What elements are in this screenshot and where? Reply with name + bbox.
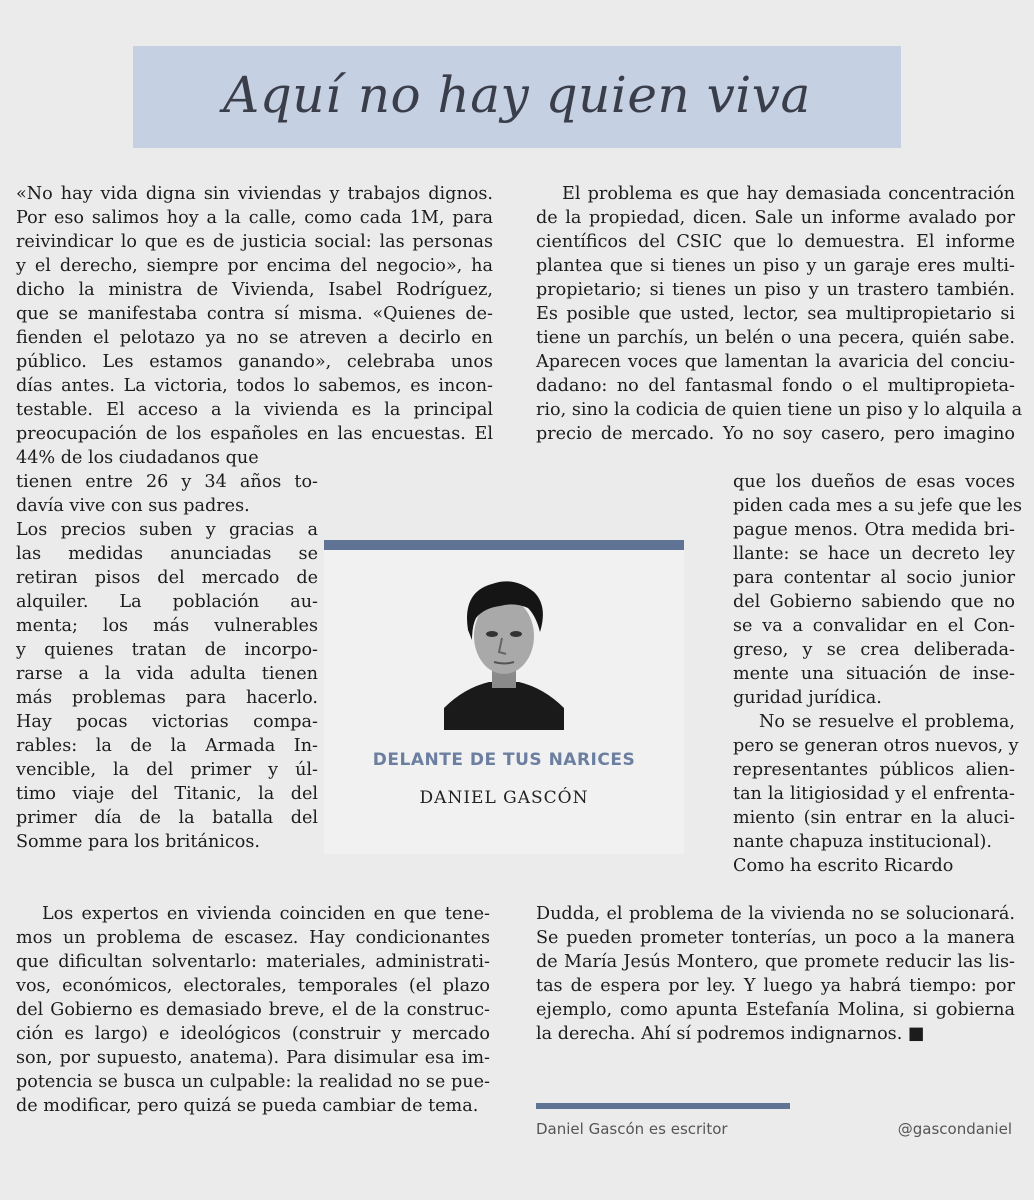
text-line: vencible, la del primer y úl- [16,760,318,780]
text-line: reivindicar lo que es de justicia social: las personas [16,232,493,252]
text-line: 44% de los ciudadanos que [16,448,259,468]
text-line: Somme para los británicos. [16,832,260,852]
text-line: de María Jesús Montero, que promete reducir las lis- [536,952,1015,972]
text-line: más problemas para hacerlo. [16,688,318,708]
text-line: miento (sin entrar en la aluci- [733,808,1015,828]
text-line: Aparecen voces que lamentan la avaricia del conciu- [536,352,1015,372]
text-line: se va a convalidar en el Con- [733,616,1015,636]
text-line: piden cada mes a su jefe que les [733,496,1022,516]
text-line: rables: la de la Armada In- [16,736,318,756]
text-line: Dudda, el problema de la vivienda no se solucionará. [536,904,1015,924]
text-line: público. Les estamos ganando», celebraba unos [16,352,493,372]
text-line: Hay pocas victorias compa- [16,712,318,732]
text-line: para contentar al socio junior [733,568,1015,588]
text-line: tienen entre 26 y 34 años to- [16,472,318,492]
text-line: vos, económicos, electorales, temporales (el plazo [16,976,490,996]
text-line: fienden el pelotazo ya no se atreven a decirlo en [16,328,493,348]
headline: Aquí no hay quien viva [223,66,811,124]
text-line: nante chapuza institucional). [733,832,992,852]
text-line: dicho la ministra de Vivienda, Isabel Rodríguez, [16,280,493,300]
text-line: El problema es que hay demasiada concentración [562,184,1015,204]
text-line: que los dueños de esas voces [733,472,1015,492]
text-line: días antes. La victoria, todos lo sabemos, es incon- [16,376,493,396]
text-line: primer día de la batalla del [16,808,318,828]
text-line: científicos del CSIC que lo demuestra. El informe [536,232,1015,252]
text-line: retiran pisos del mercado de [16,568,318,588]
author-photo [444,570,564,730]
text-line: greso, y se crea deliberada- [733,640,1015,660]
text-line: de la propiedad, dicen. Sale un informe avalado por [536,208,1015,228]
text-line: Los expertos en vivienda coinciden en que tene- [42,904,490,924]
author-box [324,540,684,854]
column-section-label: DELANTE DE TUS NARICES [372,750,636,770]
text-line: ción es largo) e ideológicos (construir y mercado [16,1024,490,1044]
body-column-2-wrap [733,470,1022,878]
text-line: rio, sino la codicia de quien tiene un piso y lo alquila a [536,400,1023,420]
text-line: Por eso salimos hoy a la calle, como cada 1M, para [16,208,493,228]
body-column-2-bottom [536,902,1015,1046]
text-line: y quienes tratan de incorpo- [16,640,318,660]
text-line: davía vive con sus padres. [16,496,250,516]
text-line: ejemplo, como apunta Estefanía Molina, si gobierna [536,1000,1015,1020]
author-handle: @gascondaniel [897,1120,1012,1138]
body-column-1-wrap [16,470,318,854]
footer-rule [536,1103,790,1109]
text-line: testable. El acceso a la vivienda es la principal [16,400,493,420]
text-line: del Gobierno es demasiado breve, el de la construc- [16,1000,490,1020]
text-line: propietario; si tienes un piso y un trastero también. [536,280,1015,300]
text-line: Se pueden prometer tonterías, un poco a la manera [536,928,1015,948]
text-line: precio de mercado. Yo no soy casero, pero imagino [536,424,1015,444]
text-line: llante: se hace un decreto ley [733,544,1015,564]
text-line: Los precios suben y gracias a [16,520,318,540]
body-column-1-bottom [16,902,490,1118]
text-line: plantea que si tienes un piso y un garaje eres multi- [536,256,1015,276]
text-line: que se manifestaba contra sí misma. «Quienes de- [16,304,493,324]
text-line: preocupación de los españoles en las encuestas. El [16,424,493,444]
headline-box [133,46,901,148]
text-line: dadano: no del fantasmal fondo o el multipropieta- [536,376,1015,396]
text-line: No se resuelve el problema, [759,712,1015,732]
text-line: timo viaje del Titanic, la del [16,784,318,804]
text-line: pero se generan otros nuevos, y [733,736,1019,756]
text-line: tan la litigiosidad y el enfrenta- [733,784,1015,804]
author-bio: Daniel Gascón es escritor [536,1120,728,1138]
text-line: de modificar, pero quizá se pueda cambiar de tema. [16,1096,479,1116]
text-line: potencia se busca un culpable: la realidad no se pue- [16,1072,490,1092]
text-line: guridad jurídica. [733,688,882,708]
text-line: las medidas anunciadas se [16,544,318,564]
body-column-1-top [16,182,493,470]
text-line: son, por supuesto, anatema). Para disimular esa im- [16,1048,490,1068]
text-line: pague menos. Otra medida bri- [733,520,1015,540]
text-line: tiene un parchís, un belén o una pecera, quién sabe. [536,328,1015,348]
author-box-bar [324,540,684,550]
text-line: alquiler. La población au- [16,592,318,612]
text-line: mente una situación de inse- [733,664,1015,684]
text-line: mos un problema de escasez. Hay condicionantes [16,928,490,948]
author-name: DANIEL GASCÓN [419,788,589,808]
text-line: tas de espera por ley. Y luego ya habrá tiempo: por [536,976,1015,996]
text-line: y el derecho, siempre por encima del negocio», ha [16,256,493,276]
text-line: menta; los más vulnerables [16,616,318,636]
text-line: que dificultan solventarlo: materiales, administrati- [16,952,490,972]
body-column-2-top [536,182,1023,446]
text-line: rarse a la vida adulta tienen [16,664,318,684]
text-line: la derecha. Ahí sí podremos indignarnos. ■ [536,1024,925,1044]
text-line: «No hay vida digna sin viviendas y trabajos dignos. [16,184,493,204]
text-line: del Gobierno sabiendo que no [733,592,1015,612]
text-line: Como ha escrito Ricardo [733,856,954,876]
text-line: representantes públicos alien- [733,760,1015,780]
text-line: Es posible que usted, lector, sea multipropietario si [536,304,1015,324]
